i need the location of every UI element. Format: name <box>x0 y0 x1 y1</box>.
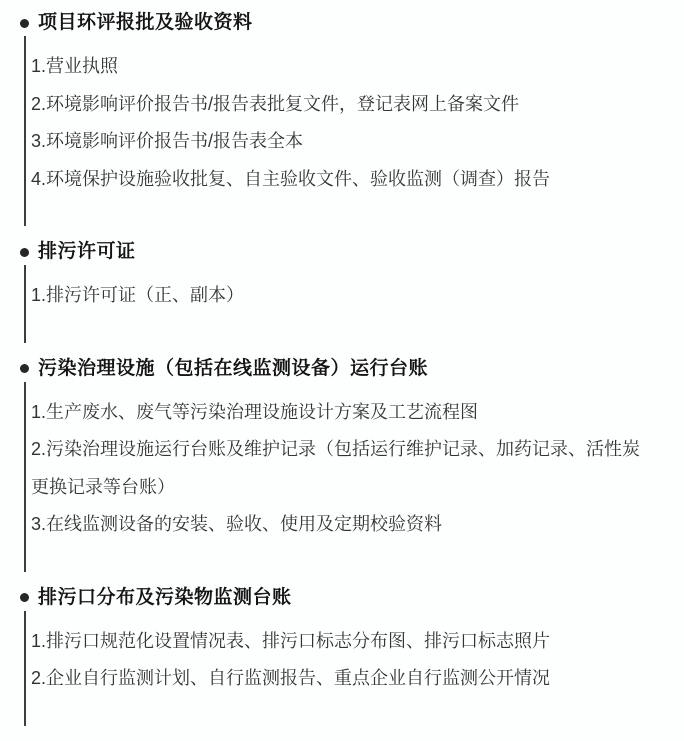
section <box>20 585 684 726</box>
list-item: 2.企业自行监测计划、自行监测报告、重点企业自行监测公开情况 <box>31 668 551 688</box>
section-title: 污染治理设施（包括在线监测设备）运行台账 <box>38 357 429 379</box>
list-item: 2.污染治理设施运行台账及维护记录（包括运行维护记录、加药记录、活性炭更换记录等台账） <box>31 439 641 497</box>
bullet-icon <box>20 593 29 602</box>
list-item: 1.排污口规范化设置情况表、排污口标志分布图、排污口标志照片 <box>31 630 551 651</box>
list-item: 3.在线监测设备的安装、验收、使用及定期校验资料 <box>31 514 443 534</box>
section-item-list <box>24 611 684 726</box>
section-item-list <box>24 382 684 572</box>
section <box>20 356 684 572</box>
list-item: 3.环境影响评价报告书/报告表全本 <box>31 131 304 151</box>
section <box>20 239 684 343</box>
section-item-list <box>24 36 684 226</box>
list-item: 1.排污许可证（正、副本） <box>31 285 245 305</box>
bullet-icon <box>20 364 29 373</box>
bullet-icon <box>20 19 29 28</box>
list-item: 2.环境影响评价报告书/报告表批复文件，登记表网上备案文件 <box>31 93 520 114</box>
section-header <box>20 356 684 382</box>
section-header <box>20 585 684 611</box>
section-header <box>20 10 684 36</box>
list-item: 4.环境保护设施验收批复、自主验收文件、验收监测（调查）报告 <box>31 168 551 189</box>
section-title: 排污口分布及污染物监测台账 <box>38 586 292 608</box>
section-header <box>20 239 684 265</box>
section-title: 排污许可证 <box>38 241 136 262</box>
bullet-icon <box>20 248 29 257</box>
materials-checklist <box>20 10 684 726</box>
list-item: 1.营业执照 <box>31 56 119 76</box>
section-item-list <box>24 265 684 343</box>
section-title: 项目环评报批及验收资料 <box>38 12 253 33</box>
section <box>20 10 684 226</box>
list-item: 1.生产废水、废气等污染治理设施设计方案及工艺流程图 <box>31 401 479 422</box>
